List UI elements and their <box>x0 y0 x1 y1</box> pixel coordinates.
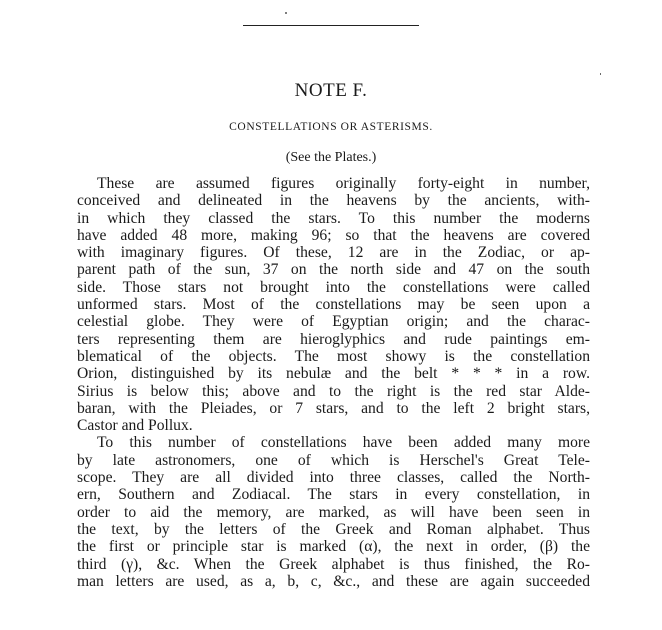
text-line: with imaginary figures. Of these, 12 are in the Zodiac, or ap- <box>77 244 590 262</box>
note-body <box>77 175 590 590</box>
text-line: in which they classed the stars. To this number the moderns <box>77 209 590 227</box>
text-line: third (γ), &c. When the Greek alphabet is thus finished, the Ro- <box>77 555 590 573</box>
text-line: celestial globe. They were of Egyptian origin; and the charac- <box>77 313 590 331</box>
text-line: ern, Southern and Zodiacal. The stars in every constellation, in <box>77 486 590 504</box>
paper-speck <box>285 12 287 14</box>
text-line: conceived and delineated in the heavens by the ancients, with- <box>77 192 590 210</box>
text-line: These are assumed figures originally forty-eight in number, <box>97 175 590 192</box>
text-line: parent path of the sun, 37 on the north side and 47 on the south <box>77 261 590 279</box>
header-rule <box>243 25 419 26</box>
text-line: side. Those stars not brought into the constellations were called <box>77 278 590 296</box>
text-line: unformed stars. Most of the constellations may be seen upon a <box>77 296 590 314</box>
paragraph-2 <box>77 434 590 590</box>
text-line: baran, with the Pleiades, or 7 stars, and to the left 2 bright stars, <box>77 399 590 417</box>
text-line: ters representing them are hieroglyphics and rude paintings em- <box>77 330 590 348</box>
text-line: man letters are used, as a, b, c, &c., and these are again succeeded <box>77 572 590 590</box>
text-line: the first or principle star is marked (α), the next in order, (β) the <box>77 538 590 556</box>
note-subtitle: CONSTELLATIONS OR ASTERISMS. <box>229 121 433 133</box>
text-line: the text, by the letters of the Greek and Roman alphabet. Thus <box>77 520 590 538</box>
paper-speck <box>600 73 601 75</box>
text-line: by late astronomers, one of which is Herschel's Great Tele- <box>77 451 590 469</box>
text-line: blematical of the objects. The most showy is the constellation <box>77 347 590 365</box>
text-line: To this number of constellations have been added many more <box>97 434 590 452</box>
plates-reference: (See the Plates.) <box>285 150 377 165</box>
text-line: Sirius is below this; above and to the right is the red star Alde- <box>77 382 590 400</box>
text-line: Castor and Pollux. <box>77 417 193 435</box>
note-title: NOTE F. <box>294 80 368 101</box>
text-line: Orion, distinguished by its nebulæ and the belt * * * in a row. <box>77 365 590 383</box>
text-line: order to aid the memory, are marked, as will have been seen in <box>77 503 590 521</box>
text-line: scope. They are all divided into three classes, called the North- <box>77 469 590 487</box>
text-line: have added 48 more, making 96; so that the heavens are covered <box>77 226 590 244</box>
paragraph-1 <box>77 175 590 434</box>
